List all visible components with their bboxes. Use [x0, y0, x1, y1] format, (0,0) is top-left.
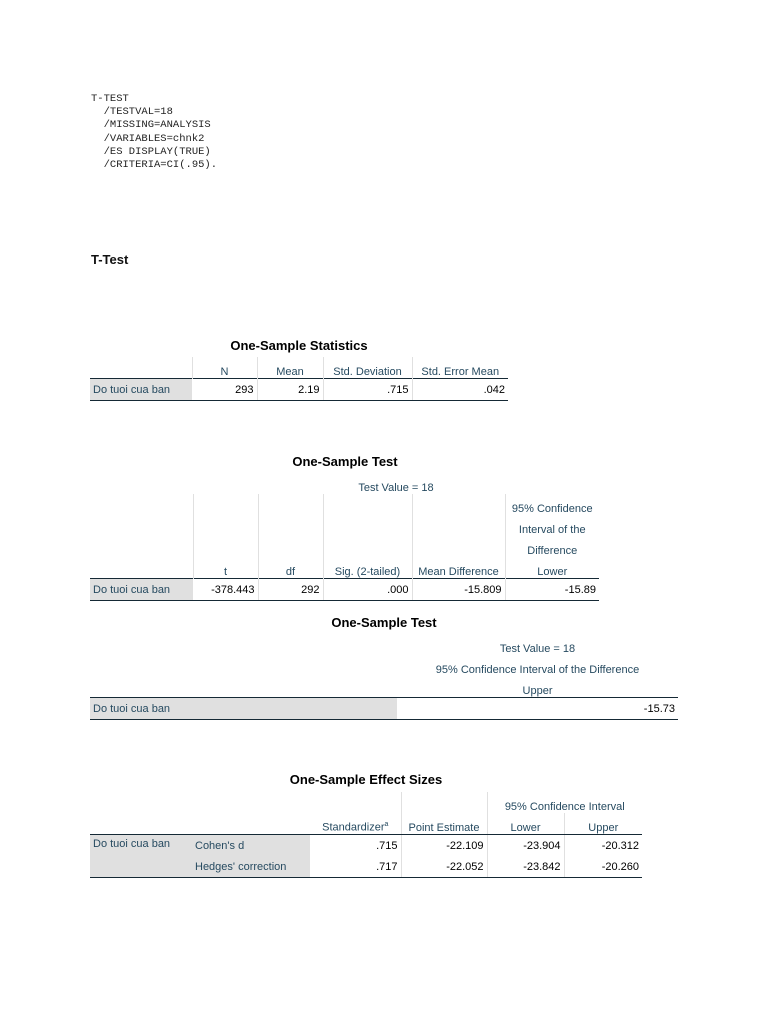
col-header-upper: Upper [522, 685, 553, 697]
col-header-df: df [258, 557, 323, 579]
test-title-continued: One-Sample Test [331, 615, 437, 630]
value-std-error-mean: .042 [412, 379, 508, 401]
test-value-label: Test Value = 18 [358, 482, 434, 494]
col-header-mean-difference: Mean Difference [412, 557, 505, 579]
syntax-block: T-TEST /TESTVAL=18 /MISSING=ANALYSIS /VARIABLES=chnk2 /ES DISPLAY(TRUE) /CRITERIA=CI(.95). [91, 93, 218, 172]
value-point-estimate: -22.109 [401, 835, 487, 857]
value-sig: .000 [323, 579, 412, 601]
section-heading: T-Test [91, 252, 129, 267]
statistics-title: One-Sample Statistics [230, 338, 368, 353]
value-n: 293 [192, 379, 257, 401]
col-header-mean: Mean [257, 357, 323, 379]
row-label: Do tuoi cua ban [90, 698, 397, 720]
row-label: Do tuoi cua ban [90, 379, 192, 401]
effect-name: Cohen's d [192, 835, 310, 857]
col-header-n: N [192, 357, 257, 379]
test-table-continued [90, 634, 678, 720]
col-header-std-error-mean: Std. Error Mean [412, 357, 508, 379]
value-upper: -15.73 [397, 698, 678, 720]
test-value-label: Test Value = 18 [499, 643, 576, 655]
row-label: Do tuoi cua ban [90, 835, 192, 878]
value-point-estimate: -22.052 [401, 856, 487, 878]
col-header-lower: Lower [487, 813, 564, 835]
value-lower: -15.89 [505, 579, 599, 601]
effect-name: Hedges' correction [192, 856, 310, 878]
col-header-standardizer: Standardizer$^a$ [322, 821, 389, 834]
value-lower: -23.842 [487, 856, 564, 878]
ci-label-line-3: Difference [505, 536, 599, 557]
table-row [90, 698, 678, 720]
table-row [90, 379, 508, 401]
corner-cell [90, 357, 192, 379]
value-upper: -20.312 [564, 835, 642, 857]
effect-sizes-table [90, 792, 642, 878]
value-mean: 2.19 [257, 379, 323, 401]
ci-label: 95% Confidence Interval of the Difference [435, 664, 640, 676]
ci-label-line-1: 95% Confidence [505, 494, 599, 515]
row-label: Do tuoi cua ban [90, 579, 193, 601]
ci-label: 95% Confidence Interval [487, 792, 642, 813]
col-header-t: t [193, 557, 258, 579]
col-header-point-estimate: Point Estimate [401, 813, 487, 835]
value-t: -378.443 [193, 579, 258, 601]
test-table [90, 473, 599, 601]
table-row [90, 835, 642, 857]
col-header-lower: Lower [505, 557, 599, 579]
col-header-sig: Sig. (2-tailed) [323, 557, 412, 579]
value-standardizer: .717 [310, 856, 401, 878]
ci-label-line-2: Interval of the [505, 515, 599, 536]
col-header-std-deviation: Std. Deviation [323, 357, 412, 379]
col-header-upper: Upper [564, 813, 642, 835]
statistics-table [90, 357, 508, 401]
table-row [90, 579, 599, 601]
effect-sizes-title: One-Sample Effect Sizes [289, 772, 443, 787]
test-title: One-Sample Test [292, 454, 398, 469]
footnote-marker: a [384, 821, 389, 829]
value-upper: -20.260 [564, 856, 642, 878]
value-lower: -23.904 [487, 835, 564, 857]
value-df: 292 [258, 579, 323, 601]
value-std-deviation: .715 [323, 379, 412, 401]
value-mean-difference: -15.809 [412, 579, 505, 601]
corner-cell [90, 473, 193, 494]
value-standardizer: .715 [310, 835, 401, 857]
